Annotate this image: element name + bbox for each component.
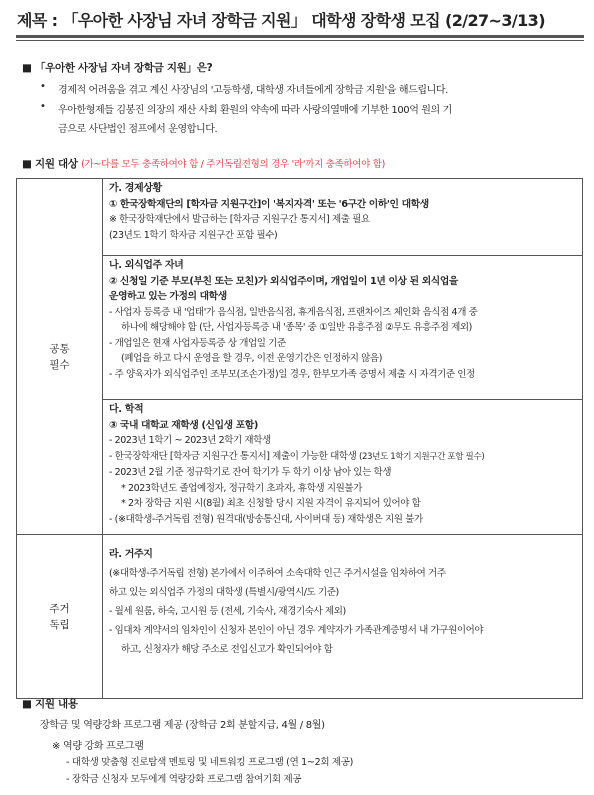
criterion: 운영하고 있는 가정의 대학생 [109, 291, 227, 302]
cell-restaurant-owner [103, 256, 583, 400]
support-main: 장학금 및 역량강화 프로그램 제공 (장학금 2회 분할지급, 4월 / 8월) [40, 720, 325, 731]
title-divider [16, 35, 584, 38]
section-title: 다. 학적 [109, 404, 144, 415]
eligibility-heading [22, 156, 385, 171]
detail: - 사업자 등록증 내 '업태'가 음식점, 일반음식점, 휴게음식점, 프랜차이즈 체인화 음식점 4개 중 [109, 306, 478, 318]
label-line: 주거 [49, 602, 70, 615]
detail: - 임대차 계약서의 임차인이 신청자 본인이 아닌 경우 계약자가 가족관계증명서 내 가구원이어야 [109, 625, 484, 636]
cell-enrollment [103, 400, 583, 535]
label-line: 공통 [49, 342, 70, 355]
eligibility-note: (가~다를 모두 충족하여야 함 / 주거독립전형의 경우 '라'까지 충족하여야 함) [81, 159, 385, 170]
section-title: 라. 거주지 [109, 549, 153, 560]
detail: * 2023학년도 졸업예정자, 정규학기 초과자, 휴학생 지원불가 [121, 482, 362, 494]
detail: - 주 양육자가 외식업주인 조부모(조손가정)일 경우, 한부모가족 증명서 제출 시 자격기준 인정 [109, 368, 475, 380]
criterion: ① 한국장학재단의 [학자금 지원구간]이 '복지자격' 또는 '6구간 이하'인 대학생 [109, 198, 429, 210]
eligibility-heading-label: ■ 지원 대상 [22, 158, 78, 170]
program-item: - 장학금 신청자 모두에게 역량강화 프로그램 참여기회 제공 [66, 774, 302, 785]
intro-heading: ■ 「우아한 사장님 자녀 장학금 지원」은? [22, 62, 213, 74]
criterion: ③ 국내 대학교 재학생 (신입생 포함) [109, 419, 258, 431]
eligibility-table [16, 178, 583, 699]
detail: - (※대학생-주거독립 전형) 원격대(방송통신대, 사이버대 등) 재학생은 지원 불가 [109, 513, 423, 525]
detail: - 2023년 2월 기준 정규학기로 잔여 학기가 두 학기 이상 남아 있는 학생 [109, 467, 392, 478]
detail: 하나에 해당해야 함 (단, 사업자등록증 내 '종목' 중 ①일반 유흥주점 ②무도 유흥주점 제외) [121, 322, 472, 333]
criterion: ② 신청일 기준 부모(부친 또는 모친)가 외식업주이며, 개업일이 1년 이상 된 외식업을 [109, 275, 458, 287]
intro-bullet-cont: 금으로 사단법인 점프에서 운영합니다. [58, 124, 218, 135]
program-heading: ※ 역량 강화 프로그램 [52, 741, 144, 752]
label-line: 독립 [49, 618, 70, 631]
bullet-icon: • [40, 81, 46, 92]
detail-note: (23년도 1학기 지원구간 포함 필수) [359, 451, 485, 462]
detail: - 2023년 1학기 ~ 2023년 2학기 재학생 [109, 435, 271, 446]
detail: ※ 한국장학재단에서 발급하는 [학자금 지원구간 통지서] 제출 필요 [109, 214, 370, 225]
section-title: 가. 경제상황 [109, 183, 162, 194]
intro-bullet: 경제적 어려움을 겪고 계신 사장님의 '고등학생, 대학생 자녀들에게 장학금 지원'을 해드립니다. [58, 85, 448, 96]
detail: (폐업을 하고 다시 운영을 할 경우, 이전 운영기간은 인정하지 않음) [121, 353, 383, 364]
detail: - 개업일은 현재 사업자등록증 상 개업일 기준 [109, 337, 286, 349]
intro-bullet: 우아한형제들 김봉진 의장의 재산 사회 환원의 약속에 따라 사랑의열매에 기부한 100억 원의 기 [58, 105, 452, 116]
detail: (23년도 1학기 학자금 지원구간 포함 필수) [109, 229, 278, 241]
detail-text: - 한국장학재단 [학자금 지원구간 통지서] 제출이 가능한 대학생 [109, 450, 357, 462]
housing-independent-label [17, 535, 103, 699]
section-title: 나. 외식업주 자녀 [109, 260, 184, 271]
page-title: 제목 : 「우아한 사장님 자녀 장학금 지원」 대학생 장학생 모집 (2/27~3/13) [17, 11, 545, 30]
cell-residence [103, 535, 583, 699]
common-required-label [17, 179, 103, 535]
detail: - 월세 원룸, 하숙, 고시원 등 (전세, 기숙사, 재경기숙사 제외) [109, 606, 346, 617]
detail: 하고, 신청자가 해당 주소로 전입신고가 확인되어야 함 [121, 644, 333, 655]
label-line: 필수 [49, 358, 70, 371]
detail: 하고 있는 외식업주 가정의 대학생 (특별시/광역시/도 기준) [109, 587, 339, 598]
detail: (※대학생-주거독립 전형) 본가에서 이주하여 소속대학 인근 주거시설을 임차하여 거주 [109, 568, 446, 579]
title-divider-thin [16, 40, 584, 41]
detail [109, 449, 576, 466]
cell-economic [103, 179, 583, 256]
support-heading: ■ 지원 내용 [22, 698, 78, 710]
detail: * 2차 장학금 지원 시(8월) 최초 신청할 당시 지원 자격이 유지되어 있어야 함 [121, 498, 421, 509]
bullet-icon: • [40, 101, 46, 112]
program-item: - 대학생 맞춤형 진로탐색 멘토링 및 네트워킹 프로그램 (연 1~2회 제공) [66, 757, 354, 768]
